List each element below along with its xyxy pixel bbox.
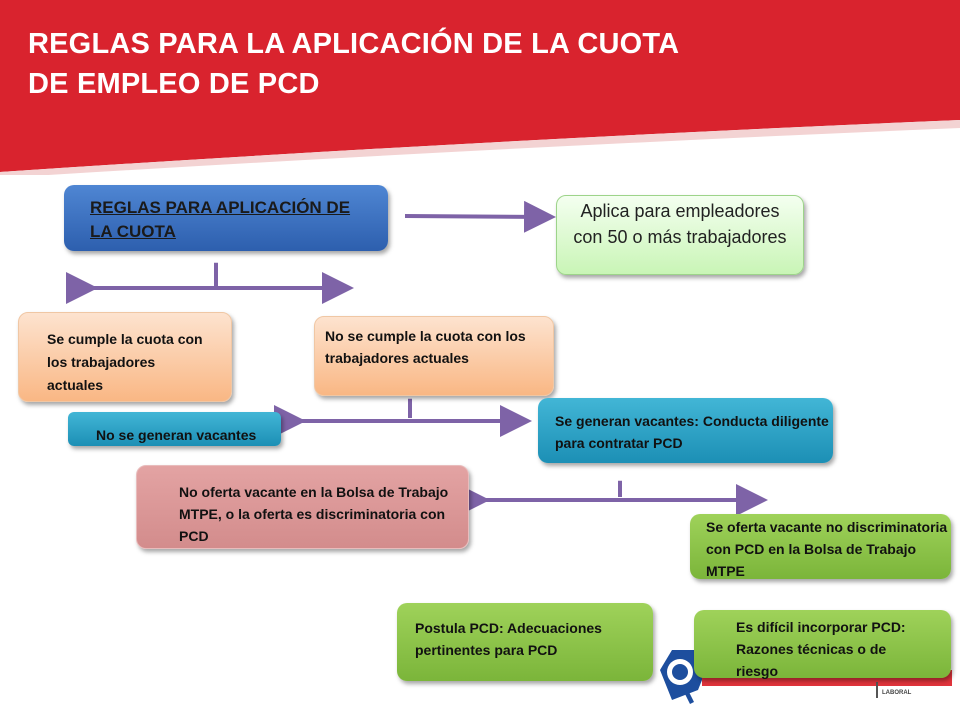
vacancies-box — [538, 398, 833, 463]
offer-box — [690, 514, 951, 579]
quota-met-box — [18, 312, 232, 402]
no-vacancies-box — [68, 412, 281, 446]
applies-label: Aplica para empleadores con 50 o más trabajadores — [573, 201, 787, 247]
title-line-1: REGLAS PARA LA APLICACIÓN DE LA CUOTA — [28, 28, 680, 60]
quota-not-met-box — [314, 316, 554, 396]
applies-pcd-box — [397, 603, 653, 681]
vacancies-label: Se generan vacantes: Conducta diligente para contratar PCD — [555, 413, 829, 451]
offer-label: Se oferta vacante no discriminatoria con PCD en la Bolsa de Trabajo MTPE — [706, 519, 948, 579]
title-line-2: DE EMPLEO DE PCD — [28, 68, 320, 100]
quota-not-met-label: No se cumple la cuota con los trabajadores actuales — [325, 328, 526, 366]
no-offer-box — [136, 465, 469, 549]
quota-met-label: Se cumple la cuota con los trabajadores actuales — [47, 331, 203, 393]
root-rule-box — [64, 185, 388, 251]
arrow-root-to-applies — [405, 216, 548, 217]
no-vacancies-label: No se generan vacantes — [96, 427, 257, 443]
no-offer-label: No oferta vacante en la Bolsa de Trabajo MTPE, o la oferta es discriminatoria con PCD — [179, 484, 449, 544]
difficult-label: Es difícil incorporar PCD: Razones técnicas o de riesgo — [736, 619, 906, 679]
applies-box — [556, 195, 804, 275]
logo-sub-label: LABORAL — [882, 690, 912, 696]
root-rule-label: REGLAS PARA APLICACIÓN DE LA CUOTA — [90, 198, 351, 241]
applies-pcd-label: Postula PCD: Adecuaciones pertinentes para PCD — [415, 620, 602, 658]
difficult-box — [694, 610, 951, 678]
